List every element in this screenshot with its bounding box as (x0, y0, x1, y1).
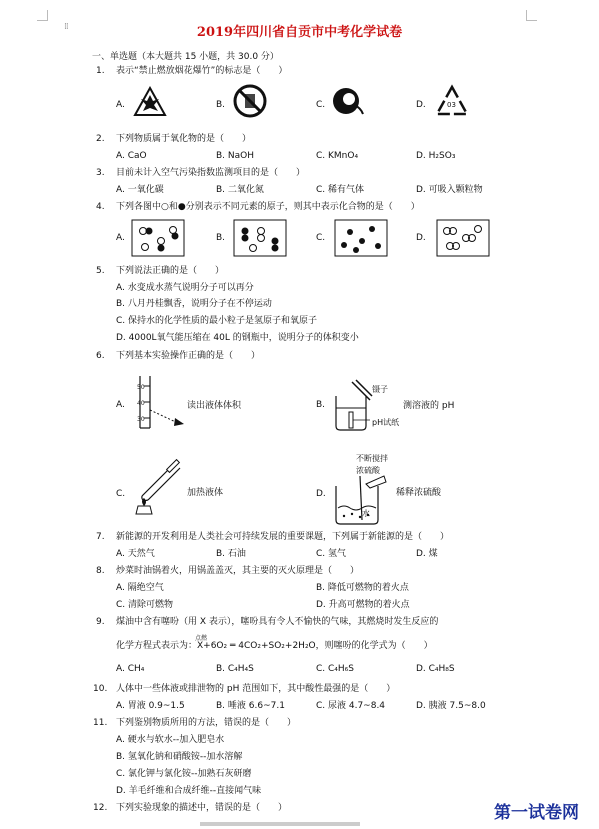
q11-option-a[interactable]: A. 硬水与软水--加入肥皂水 (116, 735, 225, 745)
corner-mark-top-right (526, 10, 537, 21)
q3-option-d[interactable]: D. 可吸入颗粒物 (416, 185, 483, 195)
q5-option-d[interactable]: D. 4000L氧气能压缩在 40L 的钢瓶中，说明分子的体积变小 (116, 333, 359, 343)
cylinder-tick-30: 30 (137, 416, 145, 423)
q11-text: 下列鉴别物质所用的方法，错误的是（ ） (116, 718, 297, 728)
q7-text: 新能源的开发利用是人类社会可持续发展的重要课题，下列属于新能源的是（ ） (116, 532, 450, 542)
q1-option-a[interactable]: A. (116, 100, 125, 110)
q2-option-d[interactable]: D. H₂SO₃ (416, 151, 456, 161)
particle-box-b (233, 219, 287, 257)
q7-option-a[interactable]: A. 天然气 (116, 549, 155, 559)
q6-number: 6. (96, 351, 105, 361)
q11-number: 11. (93, 718, 108, 728)
q6-option-b[interactable]: B. (316, 400, 326, 410)
q2-option-b[interactable]: B. NaOH (216, 151, 254, 161)
q7-option-c[interactable]: C. 氢气 (316, 549, 347, 559)
section-heading: 一、单选题（本大题共 15 小题，共 30.0 分） (92, 52, 279, 62)
q10-option-d[interactable]: D. 胰液 7.5~8.0 (416, 701, 486, 711)
q5-number: 5. (96, 266, 105, 276)
q6-option-d[interactable]: D. (316, 489, 326, 499)
q3-option-b[interactable]: B. 二氧化氮 (216, 185, 264, 195)
q7-option-b[interactable]: B. 石油 (216, 549, 246, 559)
acid-label: 浓硫酸 (356, 466, 380, 475)
recycle-icon (434, 84, 470, 118)
q5-option-c[interactable]: C. 保持水的化学性质的最小粒子是氢原子和氧原子 (116, 316, 318, 326)
q1-option-b[interactable]: B. (216, 100, 226, 110)
particle-box-d (436, 219, 490, 257)
q1-number: 1. (96, 66, 105, 76)
watermark-logo: 第一试卷网 (494, 803, 579, 823)
tweezers-label: 镊子 (372, 385, 388, 394)
q7-number: 7. (96, 532, 105, 542)
q2-number: 2. (96, 134, 105, 144)
q11-option-c[interactable]: C. 氯化钾与氯化铵--加熟石灰研磨 (116, 769, 252, 779)
q6-text: 下列基本实验操作正确的是（ ） (116, 351, 261, 361)
explosion-warning-icon (133, 86, 167, 118)
q10-option-c[interactable]: C. 尿液 4.7~8.4 (316, 701, 386, 711)
q3-option-a[interactable]: A. 一氧化碳 (116, 185, 164, 195)
q4-number: 4. (96, 202, 105, 212)
q3-option-c[interactable]: C. 稀有气体 (316, 185, 365, 195)
q1-option-c[interactable]: C. (316, 100, 326, 110)
q4-option-b[interactable]: B. (216, 233, 226, 243)
q10-option-b[interactable]: B. 唾液 6.6~7.1 (216, 701, 285, 711)
page-title: 2019年四川省自贡市中考化学试卷 (196, 25, 403, 40)
q5-option-a[interactable]: A. 水变成水蒸气说明分子可以再分 (116, 283, 254, 293)
q9-option-a[interactable]: A. CH₄ (116, 664, 145, 674)
q9-text: 煤油中含有噻吩（用 X 表示），噻吩具有令人不愉快的气味，其燃烧时发生反应的 (116, 617, 439, 627)
q10-option-a[interactable]: A. 胃液 0.9~1.5 (116, 701, 185, 711)
water-saving-icon (331, 86, 365, 116)
recycle-code: 03 (447, 101, 456, 109)
q9-text-line2: 化学方程式表示为：X+6O₂ ═ 4CO₂+SO₂+2H₂O，则噻吩的化学式为（ ） (116, 641, 433, 651)
q12-number: 12. (93, 803, 108, 813)
q10-text: 人体中一些体液或排泄物的 pH 范围如下，其中酸性最强的是（ ） (116, 684, 396, 694)
dilute-acid-beaker-icon (332, 474, 392, 530)
q6-option-c[interactable]: C. (116, 489, 126, 499)
cylinder-tick-50: 50 (137, 384, 145, 391)
q5-text: 下列说法正确的是（ ） (116, 266, 225, 276)
q2-option-a[interactable]: A. CaO (116, 151, 147, 161)
q9-option-c[interactable]: C. C₄H₆S (316, 664, 354, 674)
ph-paper-label: pH试纸 (372, 418, 400, 427)
q8-text: 炒菜时油锅着火，用锅盖盖灭，其主要的灭火原理是（ ） (116, 566, 360, 576)
q10-number: 10. (93, 684, 108, 694)
q9-option-d[interactable]: D. C₄H₈S (416, 664, 455, 674)
q8-option-c[interactable]: C. 清除可燃物 (116, 600, 174, 610)
no-fireworks-icon (233, 84, 267, 118)
q3-number: 3. (96, 168, 105, 178)
q8-option-b[interactable]: B. 降低可燃物的着火点 (316, 583, 409, 593)
q8-option-a[interactable]: A. 隔绝空气 (116, 583, 164, 593)
q8-number: 8. (96, 566, 105, 576)
q9-option-b[interactable]: B. C₄H₄S (216, 664, 254, 674)
q12-text: 下列实验现象的描述中，错误的是（ ） (116, 803, 288, 813)
q11-option-b[interactable]: B. 氢氧化钠和硝酸铵--加水溶解 (116, 752, 243, 762)
q6-option-b-caption: 测溶液的 pH (403, 401, 455, 411)
q9-number: 9. (96, 617, 105, 627)
q6-option-d-caption: 稀释浓硫酸 (396, 488, 442, 498)
q3-text: 目前未计入空气污染指数监测项目的是（ ） (116, 168, 306, 178)
q4-option-d[interactable]: D. (416, 233, 426, 243)
q6-option-a[interactable]: A. (116, 400, 125, 410)
drag-handle-icon[interactable]: ⁞⁞ (64, 22, 68, 32)
q4-option-a[interactable]: A. (116, 233, 125, 243)
q1-option-d[interactable]: D. (416, 100, 426, 110)
corner-mark-top-left (37, 10, 48, 21)
q2-option-c[interactable]: C. KMnO₄ (316, 151, 359, 161)
q8-option-d[interactable]: D. 升高可燃物的着火点 (316, 600, 410, 610)
page-footer-cut (200, 822, 360, 826)
q2-text: 下列物质属于氧化物的是（ ） (116, 134, 252, 144)
q4-option-c[interactable]: C. (316, 233, 326, 243)
q11-option-d[interactable]: D. 羊毛纤维和合成纤维--直接闻气味 (116, 786, 262, 796)
water-label: 水 (362, 509, 370, 518)
cylinder-tick-40: 40 (137, 400, 145, 407)
particle-box-c (334, 219, 388, 257)
heating-test-tube-icon (128, 456, 188, 518)
q9-condition: 点燃 (195, 635, 208, 642)
stir-label: 不断搅拌 (356, 454, 388, 463)
q4-text: 下列各图中○和●分别表示不同元素的原子，则其中表示化合物的是（ ） (116, 202, 420, 212)
particle-box-a (131, 219, 185, 257)
q6-option-c-caption: 加热液体 (187, 488, 224, 498)
q5-option-b[interactable]: B. 八月丹桂飘香，说明分子在不停运动 (116, 299, 272, 309)
q6-option-a-caption: 读出液体体积 (187, 401, 242, 411)
q7-option-d[interactable]: D. 煤 (416, 549, 438, 559)
q1-text: 表示“禁止燃放烟花爆竹”的标志是（ ） (116, 66, 288, 76)
